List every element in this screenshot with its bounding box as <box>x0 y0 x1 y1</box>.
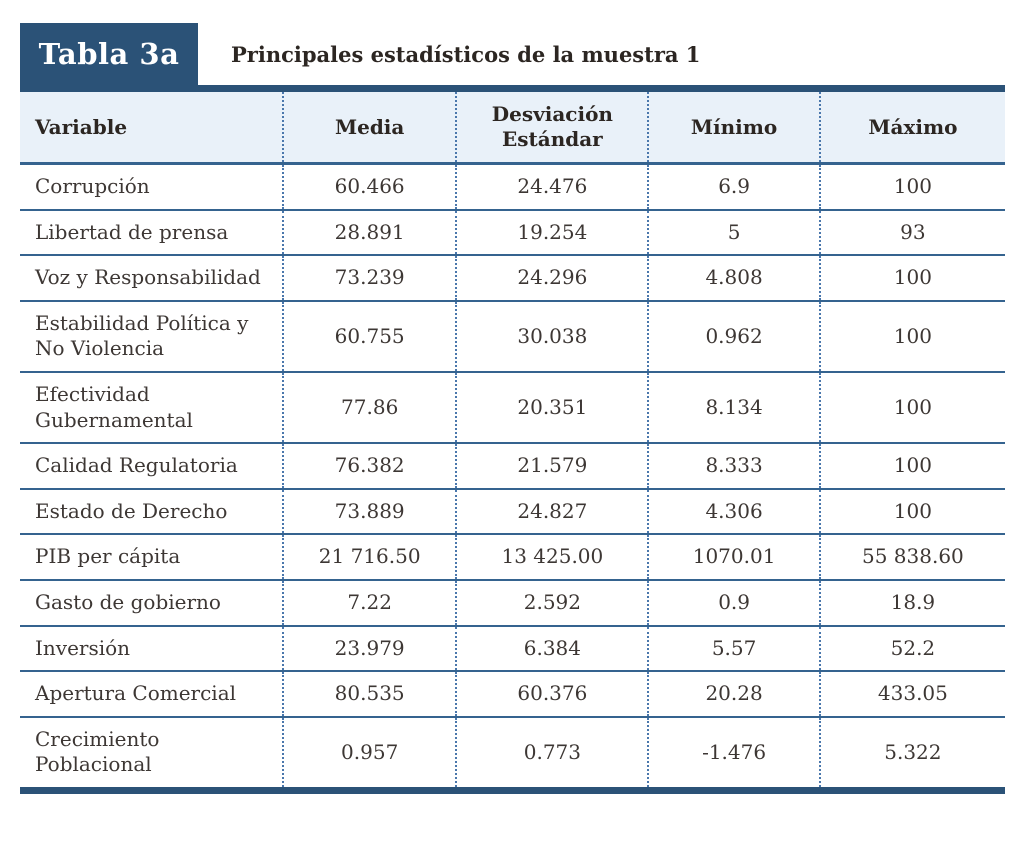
cell-desviacion: 21.579 <box>456 443 648 489</box>
statistics-table <box>20 85 1005 794</box>
table-row <box>20 164 1005 210</box>
cell-variable: Corrupción <box>20 164 283 210</box>
cell-minimo: 8.134 <box>648 372 819 443</box>
cell-desviacion: 24.827 <box>456 489 648 535</box>
cell-variable: Estabilidad Política y No Violencia <box>20 301 283 372</box>
cell-maximo: 100 <box>820 443 1005 489</box>
cell-maximo: 93 <box>820 210 1005 256</box>
cell-media: 76.382 <box>283 443 456 489</box>
cell-variable: Inversión <box>20 626 283 672</box>
cell-minimo: 5 <box>648 210 819 256</box>
table-row <box>20 534 1005 580</box>
cell-maximo: 100 <box>820 164 1005 210</box>
cell-media: 28.891 <box>283 210 456 256</box>
table-tag-label: Tabla 3a <box>38 37 180 71</box>
cell-maximo: 100 <box>820 255 1005 301</box>
cell-desviacion: 20.351 <box>456 372 648 443</box>
column-header-media: Media <box>283 89 456 164</box>
cell-variable: Libertad de prensa <box>20 210 283 256</box>
cell-maximo: 433.05 <box>820 671 1005 717</box>
cell-media: 60.466 <box>283 164 456 210</box>
table-row <box>20 210 1005 256</box>
cell-desviacion: 13 425.00 <box>456 534 648 580</box>
cell-desviacion: 30.038 <box>456 301 648 372</box>
cell-desviacion: 24.476 <box>456 164 648 210</box>
column-header-maximo: Máximo <box>820 89 1005 164</box>
table-row <box>20 443 1005 489</box>
cell-minimo: 6.9 <box>648 164 819 210</box>
cell-minimo: 0.962 <box>648 301 819 372</box>
table-row <box>20 255 1005 301</box>
table-row <box>20 301 1005 372</box>
table-row <box>20 626 1005 672</box>
table-figure <box>20 23 1005 794</box>
cell-maximo: 100 <box>820 301 1005 372</box>
cell-minimo: 5.57 <box>648 626 819 672</box>
table-row <box>20 717 1005 791</box>
cell-minimo: 8.333 <box>648 443 819 489</box>
cell-variable: Gasto de gobierno <box>20 580 283 626</box>
cell-variable: Apertura Comercial <box>20 671 283 717</box>
cell-variable: Crecimiento Poblacional <box>20 717 283 791</box>
cell-maximo: 100 <box>820 372 1005 443</box>
table-row <box>20 489 1005 535</box>
cell-maximo: 55 838.60 <box>820 534 1005 580</box>
cell-desviacion: 0.773 <box>456 717 648 791</box>
cell-media: 0.957 <box>283 717 456 791</box>
cell-variable: Estado de Derecho <box>20 489 283 535</box>
cell-media: 23.979 <box>283 626 456 672</box>
cell-minimo: -1.476 <box>648 717 819 791</box>
cell-minimo: 4.306 <box>648 489 819 535</box>
cell-desviacion: 6.384 <box>456 626 648 672</box>
cell-minimo: 20.28 <box>648 671 819 717</box>
figure-title <box>231 23 700 85</box>
cell-media: 60.755 <box>283 301 456 372</box>
column-header-variable: Variable <box>20 89 283 164</box>
cell-minimo: 0.9 <box>648 580 819 626</box>
table-row <box>20 580 1005 626</box>
cell-media: 73.239 <box>283 255 456 301</box>
cell-media: 77.86 <box>283 372 456 443</box>
cell-maximo: 18.9 <box>820 580 1005 626</box>
cell-minimo: 4.808 <box>648 255 819 301</box>
figure-title-text: Principales estadísticos de la muestra 1 <box>231 41 701 67</box>
cell-variable: PIB per cápita <box>20 534 283 580</box>
cell-minimo: 1070.01 <box>648 534 819 580</box>
cell-maximo: 5.322 <box>820 717 1005 791</box>
table-row <box>20 671 1005 717</box>
cell-media: 73.889 <box>283 489 456 535</box>
figure-titlebar <box>20 23 1005 85</box>
cell-desviacion: 19.254 <box>456 210 648 256</box>
table-header <box>20 89 1005 164</box>
column-header-minimo: Mínimo <box>648 89 819 164</box>
header-row <box>20 89 1005 164</box>
cell-desviacion: 60.376 <box>456 671 648 717</box>
table-tag-box <box>20 23 198 85</box>
cell-media: 21 716.50 <box>283 534 456 580</box>
column-header-desviacion: Desviación Estándar <box>456 89 648 164</box>
cell-variable: Calidad Regulatoria <box>20 443 283 489</box>
cell-media: 80.535 <box>283 671 456 717</box>
cell-media: 7.22 <box>283 580 456 626</box>
cell-desviacion: 24.296 <box>456 255 648 301</box>
table-body <box>20 164 1005 791</box>
table-row <box>20 372 1005 443</box>
cell-desviacion: 2.592 <box>456 580 648 626</box>
cell-maximo: 100 <box>820 489 1005 535</box>
cell-variable: Efectividad Gubernamental <box>20 372 283 443</box>
cell-variable: Voz y Responsabilidad <box>20 255 283 301</box>
cell-maximo: 52.2 <box>820 626 1005 672</box>
